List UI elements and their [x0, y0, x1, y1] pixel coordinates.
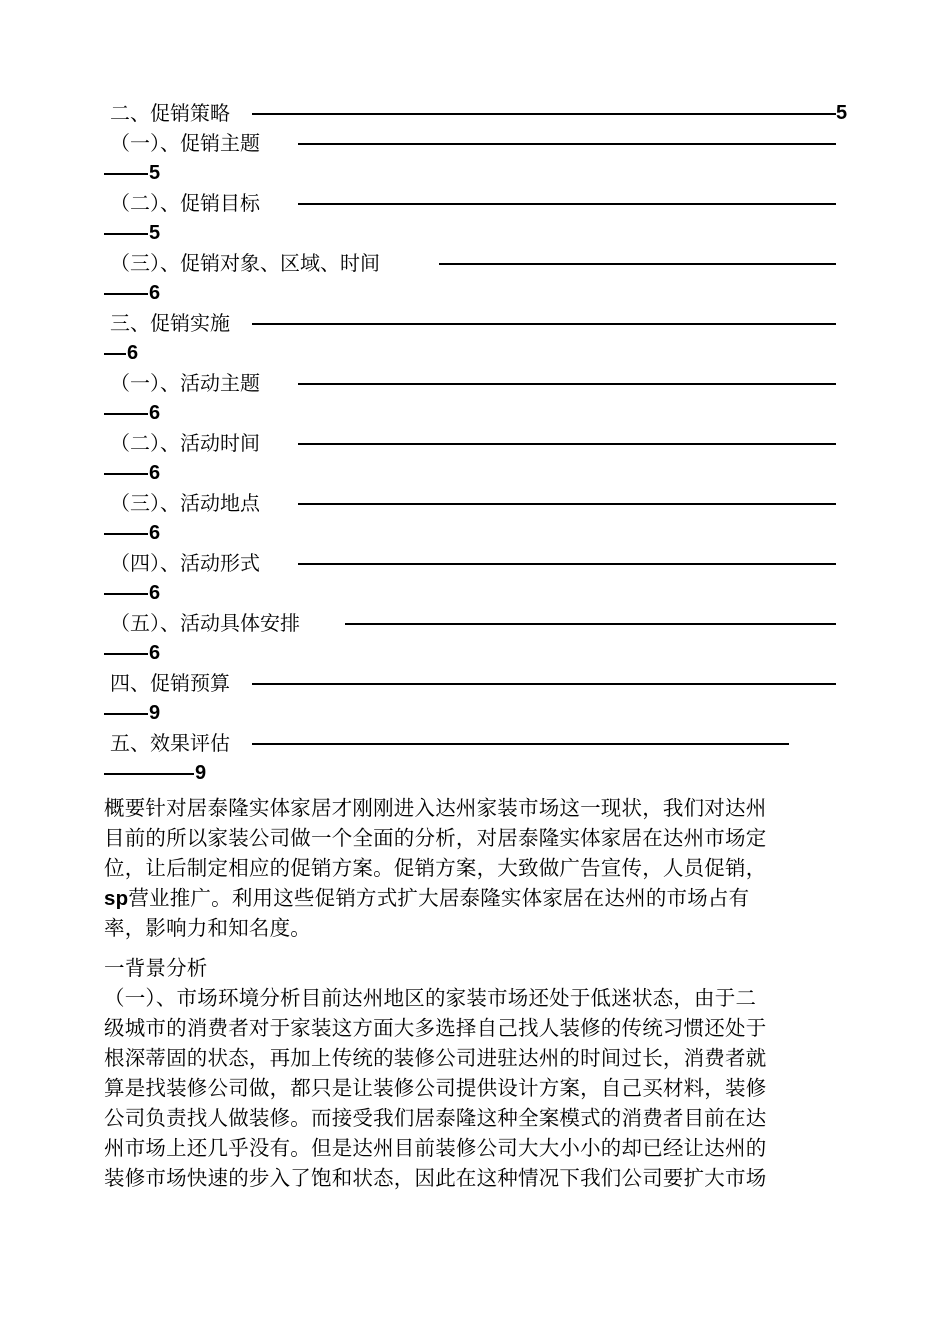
- toc-leader-line: [104, 233, 148, 235]
- toc-entry-title: 五、效果评估: [110, 731, 230, 755]
- toc-entry-title: （二）、促销目标: [110, 191, 260, 215]
- toc-entry-title: 二、促销策略: [110, 101, 230, 125]
- toc-leader-line: [252, 683, 836, 685]
- toc-leader-line: [298, 503, 836, 505]
- market-line: 装修市场快速的步入了饱和状态，因此在这种情况下我们公司要扩大市场: [104, 1166, 767, 1190]
- toc-leader-line: [104, 413, 148, 415]
- toc-page-number: 6: [149, 462, 161, 484]
- toc-leader-line: [298, 443, 836, 445]
- toc-entry-title: （一）、活动主题: [110, 371, 260, 395]
- toc-entry-title: 三、促销实施: [110, 311, 230, 335]
- overview-line: 概要针对居泰隆实体家居才刚刚进入达州家装市场这一现状，我们对达州: [104, 796, 767, 820]
- toc-page-number: 5: [836, 102, 848, 124]
- overview-line: 位，让后制定相应的促销方案。促销方案，大致做广告宣传，人员促销，: [104, 856, 767, 880]
- toc-page-number: 9: [195, 762, 207, 784]
- overview-sp-term: sp: [104, 887, 129, 910]
- toc-page-number: 6: [149, 582, 161, 604]
- toc-page-number: 5: [149, 162, 161, 184]
- toc-leader-line: [252, 743, 789, 745]
- toc-leader-line: [298, 203, 836, 205]
- toc-leader-line: [104, 653, 148, 655]
- toc-leader-line: [252, 323, 836, 325]
- overview-line: 率，影响力和知名度。: [104, 916, 311, 940]
- toc-leader-line: [345, 623, 836, 625]
- toc-page-number: 6: [127, 342, 139, 364]
- overview-line: 目前的所以家装公司做一个全面的分析，对居泰隆实体家居在达州市场定: [104, 826, 767, 850]
- toc-leader-line: [104, 773, 194, 775]
- toc-page-number: 9: [149, 702, 161, 724]
- toc-page-number: 6: [149, 402, 161, 424]
- toc-entry-title: （三）、促销对象、区域、时间: [110, 251, 380, 275]
- toc-entry-title: （三）、活动地点: [110, 491, 260, 515]
- market-line: （一）、市场环境分析目前达州地区的家装市场还处于低迷状态，由于二: [104, 986, 757, 1010]
- market-line: 级城市的消费者对于家装这方面大多选择自己找人装修的传统习惯还处于: [104, 1016, 767, 1040]
- toc-page-number: 6: [149, 282, 161, 304]
- toc-page-number: 5: [149, 222, 161, 244]
- market-line: 公司负责找人做装修。而接受我们居泰隆这种全案模式的消费者目前在达: [104, 1106, 767, 1130]
- toc-entry-title: （一）、促销主题: [110, 131, 260, 155]
- toc-leader-line: [104, 713, 148, 715]
- toc-leader-line: [439, 263, 836, 265]
- toc-leader-line: [252, 113, 836, 115]
- toc-entry-title: （五）、活动具体安排: [110, 611, 300, 635]
- market-line: 根深蒂固的状态，再加上传统的装修公司进驻达州的时间过长，消费者就: [104, 1046, 767, 1070]
- toc-leader-line: [298, 563, 836, 565]
- toc-page-number: 6: [149, 642, 161, 664]
- toc-leader-line: [104, 593, 148, 595]
- overview-line: [104, 883, 749, 913]
- section-heading: 一背景分析: [104, 956, 208, 980]
- market-line: 算是找装修公司做，都只是让装修公司提供设计方案，自己买材料，装修: [104, 1076, 767, 1100]
- toc-leader-line: [298, 143, 836, 145]
- overview-line-text: 营业推广。利用这些促销方式扩大居泰隆实体家居在达州的市场占有: [128, 886, 750, 910]
- toc-leader-line: [104, 473, 148, 475]
- toc-leader-line: [104, 173, 148, 175]
- toc-page-number: 6: [149, 522, 161, 544]
- market-line: 州市场上还几乎没有。但是达州目前装修公司大大小小的却已经让达州的: [104, 1136, 767, 1160]
- toc-leader-line: [104, 533, 148, 535]
- toc-entry-title: 四、促销预算: [110, 671, 230, 695]
- toc-leader-line: [104, 353, 126, 355]
- toc-leader-line: [298, 383, 836, 385]
- toc-leader-line: [104, 293, 148, 295]
- toc-entry-title: （二）、活动时间: [110, 431, 260, 455]
- toc-entry-title: （四）、活动形式: [110, 551, 260, 575]
